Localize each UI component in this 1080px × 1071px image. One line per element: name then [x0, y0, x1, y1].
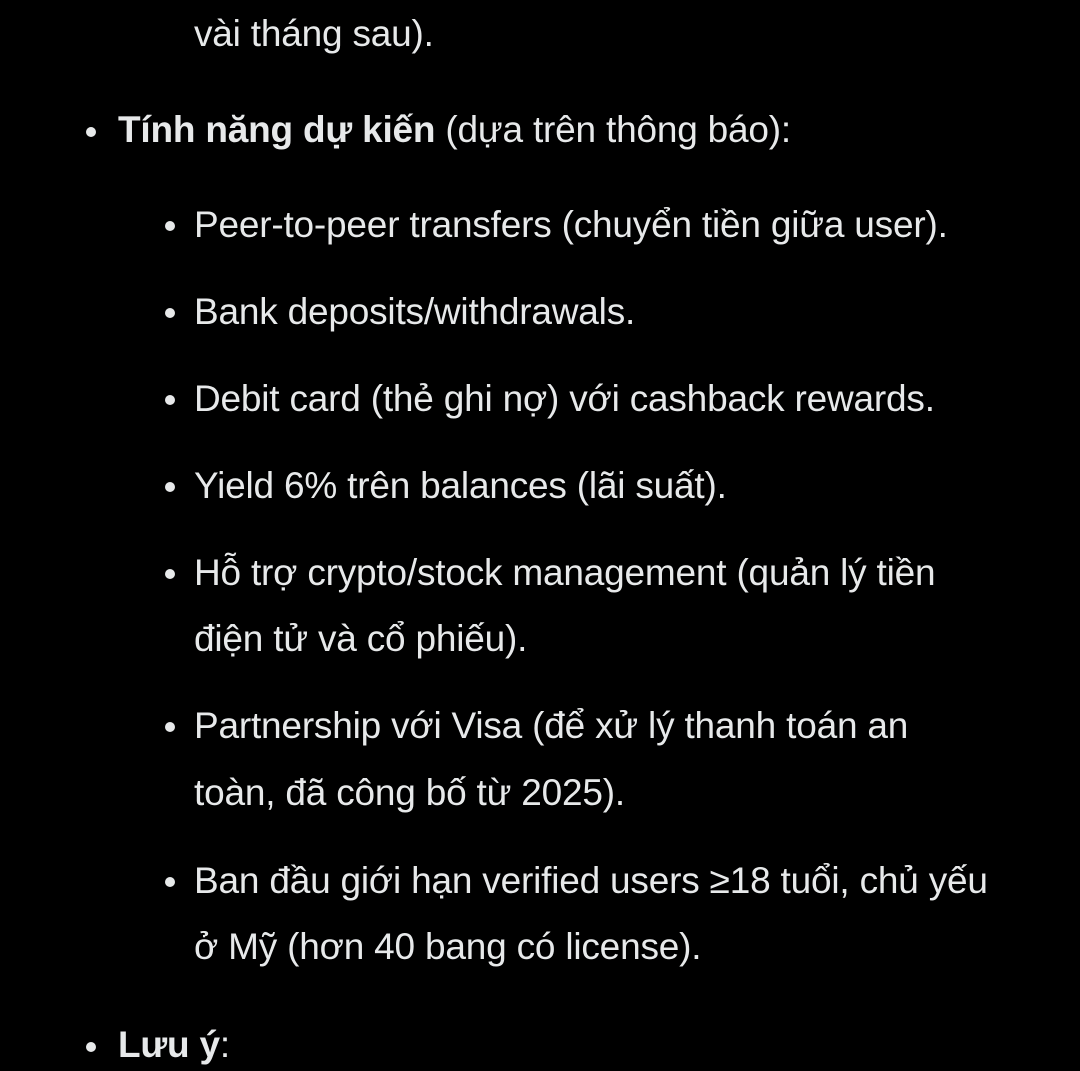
note-heading [118, 1023, 230, 1067]
list-item-text-continued: toàn, đã công bố từ 2025). [194, 772, 625, 813]
list-item-text-continued: điện tử và cổ phiếu). [194, 618, 528, 659]
bullet-icon [165, 722, 175, 732]
bullet-icon [86, 1042, 96, 1052]
features-heading-bold: Tính năng dự kiến [118, 109, 436, 150]
list-item-text: Ban đầu giới hạn verified users ≥18 tuổi, chủ yếu [194, 860, 988, 901]
list-item-text: Bank deposits/withdrawals. [194, 291, 636, 332]
bullet-icon [165, 395, 175, 405]
list-item-text: Debit card (thẻ ghi nợ) với cashback rewards. [194, 378, 935, 419]
features-heading-rest: (dựa trên thông báo): [435, 109, 791, 150]
bullet-icon [165, 221, 175, 231]
list-item-text: Peer-to-peer transfers (chuyển tiền giữa user). [194, 204, 948, 245]
note-heading-rest: : [219, 1024, 230, 1065]
bullet-icon [165, 569, 175, 579]
features-heading [118, 108, 791, 152]
list-item-text: Partnership với Visa (để xử lý thanh toán an [194, 705, 909, 746]
bullet-icon [165, 482, 175, 492]
bullet-icon [165, 308, 175, 318]
list-item-text: Yield 6% trên balances (lãi suất). [194, 465, 727, 506]
bullet-icon [86, 127, 96, 137]
list-item-text-continued: ở Mỹ (hơn 40 bang có license). [194, 926, 702, 967]
note-heading-bold: Lưu ý [118, 1024, 220, 1065]
lead-continuation-text: vài tháng sau). [194, 13, 434, 54]
bullet-icon [165, 877, 175, 887]
list-item-text: Hỗ trợ crypto/stock management (quản lý tiền [194, 552, 936, 593]
